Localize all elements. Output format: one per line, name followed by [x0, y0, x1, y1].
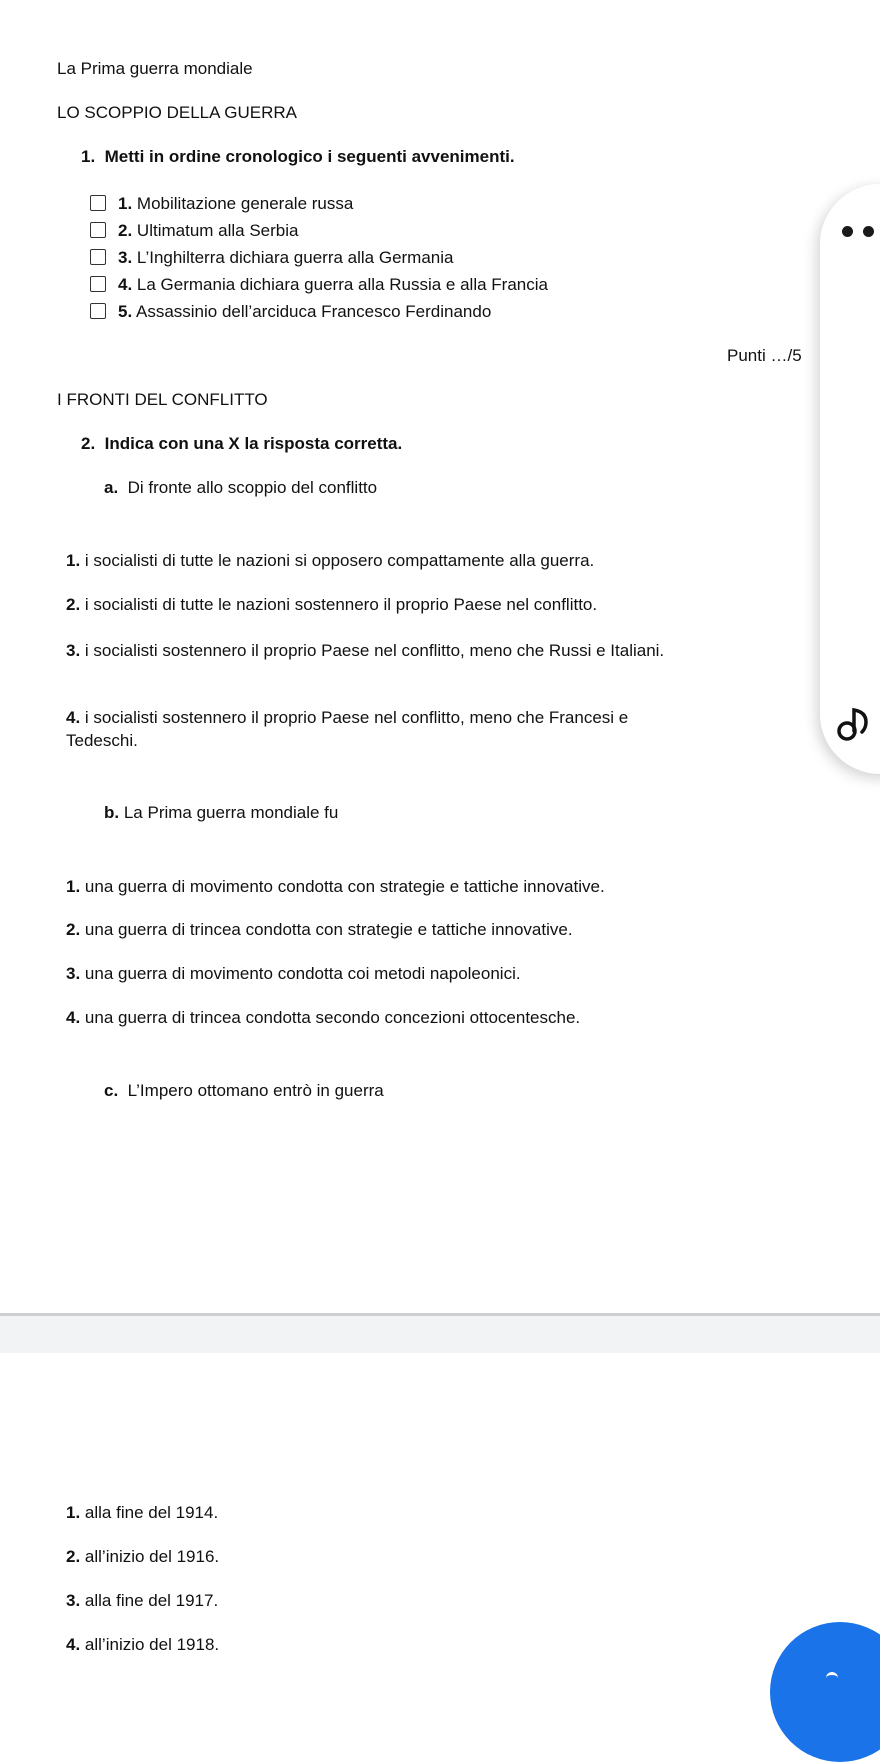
- answer-option[interactable]: 4. una guerra di trincea condotta secondo concezioni ottocentesche.: [66, 1008, 581, 1027]
- list-item: 5. Assassinio dell’arciduca Francesco Ferdinando: [118, 302, 492, 321]
- floating-action-button[interactable]: [770, 1622, 880, 1762]
- question-2-prompt: 2. Indica con una X la risposta corretta.: [81, 434, 403, 453]
- answer-option[interactable]: 2. all’inizio del 1916.: [66, 1547, 220, 1566]
- section-heading-fronts: I FRONTI DEL CONFLITTO: [57, 390, 268, 409]
- question-1-prompt: 1. Metti in ordine cronologico i seguenti avvenimenti.: [81, 147, 515, 166]
- page-separator: [0, 1313, 880, 1353]
- list-item: 3. L’Inghilterra dichiara guerra alla Germania: [118, 248, 454, 267]
- more-dots-icon[interactable]: [842, 224, 880, 240]
- answer-option[interactable]: 2. i socialisti di tutte le nazioni sostennero il proprio Paese nel conflitto.: [66, 595, 598, 614]
- checkbox[interactable]: [90, 276, 106, 292]
- answer-option[interactable]: 3. i socialisti sostennero il proprio Paese nel conflitto, meno che Russi e Italiani.: [66, 641, 665, 660]
- section-heading-outbreak: LO SCOPPIO DELLA GUERRA: [57, 103, 297, 122]
- answer-option[interactable]: 1. alla fine del 1914.: [66, 1503, 219, 1522]
- floating-side-panel: [820, 184, 880, 774]
- checkbox[interactable]: [90, 195, 106, 211]
- fab-icon: [826, 1672, 838, 1683]
- music-note-icon[interactable]: [836, 704, 876, 744]
- question-2a-stem: a. Di fronte allo scoppio del conflitto: [104, 478, 378, 497]
- answer-option[interactable]: 2. una guerra di trincea condotta con strategie e tattiche innovative.: [66, 920, 573, 939]
- checkbox[interactable]: [90, 222, 106, 238]
- list-item: 4. La Germania dichiara guerra alla Russia e alla Francia: [118, 275, 548, 294]
- doc-title: La Prima guerra mondiale: [57, 59, 253, 78]
- question-2c-stem: c. L’Impero ottomano entrò in guerra: [104, 1081, 384, 1100]
- answer-option[interactable]: 3. una guerra di movimento condotta coi metodi napoleonici.: [66, 964, 521, 983]
- answer-option[interactable]: 1. una guerra di movimento condotta con strategie e tattiche innovative.: [66, 877, 605, 896]
- score-label: Punti …/5: [727, 346, 802, 365]
- checkbox[interactable]: [90, 249, 106, 265]
- checkbox[interactable]: [90, 303, 106, 319]
- answer-option[interactable]: 1. i socialisti di tutte le nazioni si opposero compattamente alla guerra.: [66, 551, 595, 570]
- answer-option[interactable]: 4. i socialisti sostennero il proprio Paese nel conflitto, meno che Francesi e Tedeschi.: [66, 708, 629, 750]
- list-item: 2. Ultimatum alla Serbia: [118, 221, 299, 240]
- answer-option[interactable]: 4. all’inizio del 1918.: [66, 1635, 220, 1654]
- answer-option[interactable]: 3. alla fine del 1917.: [66, 1591, 219, 1610]
- question-2b-stem: b. La Prima guerra mondiale fu: [104, 803, 339, 822]
- list-item: 1. Mobilitazione generale russa: [118, 194, 354, 213]
